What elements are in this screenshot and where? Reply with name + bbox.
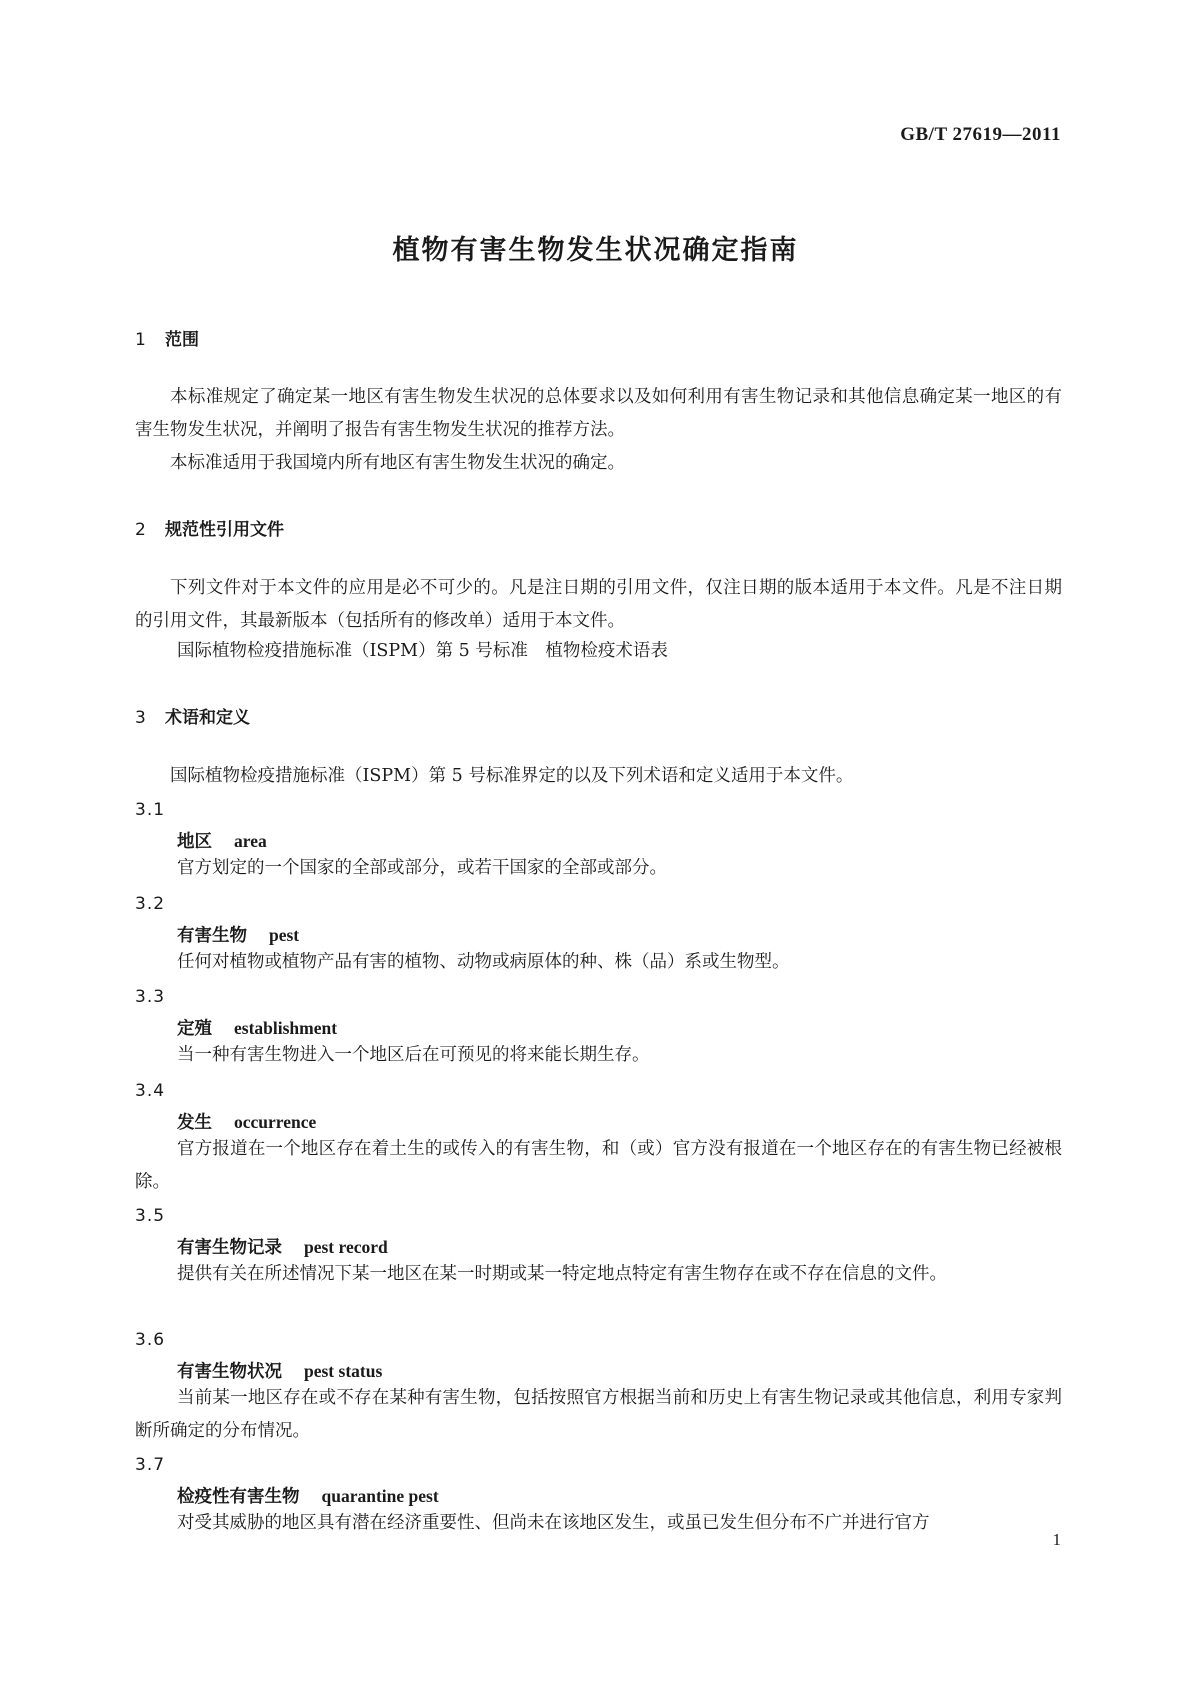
section-title: 范围 [165, 330, 199, 350]
document-title: 植物有害生物发生状况确定指南 [392, 235, 799, 266]
term-zh: 有害生物记录 [177, 1238, 282, 1258]
term-en: quarantine pest [321, 1486, 439, 1506]
section-title: 规范性引用文件 [165, 520, 284, 540]
term-en: establishment [234, 1018, 338, 1038]
term-number: 3.7 [135, 1455, 166, 1475]
term-heading [177, 1234, 388, 1259]
term-definition: 当前某一地区存在或不存在某种有害生物，包括按照官方根据当前和历史上有害生物记录或其他信息，利用专家判断所确定的分布情况。 [135, 1388, 1062, 1441]
section-1-paragraph-2: 本标准适用于我国境内所有地区有害生物发生状况的确定。 [170, 453, 625, 473]
term-en: pest status [304, 1361, 383, 1381]
term-zh: 检疫性有害生物 [177, 1487, 300, 1507]
term-en: area [234, 831, 267, 851]
term-heading [177, 1358, 382, 1383]
term-zh: 地区 [177, 832, 212, 852]
term-heading [177, 1483, 439, 1508]
section-3-paragraph-1: 国际植物检疫措施标准（ISPM）第 5 号标准界定的以及下列术语和定义适用于本文件。 [170, 766, 854, 786]
term-heading [177, 1109, 316, 1134]
term-definition: 对受其威胁的地区具有潜在经济重要性、但尚未在该地区发生，或虽已发生但分布不广并进行官方 [177, 1513, 930, 1533]
term-definition: 官方划定的一个国家的全部或部分，或若干国家的全部或部分。 [177, 858, 667, 878]
section-title: 术语和定义 [165, 708, 250, 728]
section-2-paragraph-1: 下列文件对于本文件的应用是必不可少的。凡是注日期的引用文件，仅注日期的版本适用于本文件。凡是不注日期的引用文件，其最新版本（包括所有的修改单）适用于本文件。 [135, 578, 1062, 631]
term-definition: 当一种有害生物进入一个地区后在可预见的将来能长期生存。 [177, 1045, 650, 1065]
term-number: 3.1 [135, 800, 166, 820]
section-1-paragraph-1: 本标准规定了确定某一地区有害生物发生状况的总体要求以及如何利用有害生物记录和其他信息确定某一地区的有害生物发生状况，并阐明了报告有害生物发生状况的推荐方法。 [135, 387, 1062, 440]
term-zh: 有害生物状况 [177, 1362, 282, 1382]
section-1-heading [135, 325, 199, 350]
section-number: 1 [135, 330, 146, 350]
section-number: 2 [135, 520, 146, 540]
term-number: 3.5 [135, 1206, 166, 1226]
term-number: 3.2 [135, 894, 166, 914]
term-heading [177, 828, 267, 853]
term-en: pest record [304, 1237, 388, 1257]
term-en: occurrence [234, 1112, 317, 1132]
term-definition: 官方报道在一个地区存在着土生的或传入的有害生物，和（或）官方没有报道在一个地区存在的有害生物已经被根除。 [135, 1139, 1062, 1192]
normative-reference: 国际植物检疫措施标准（ISPM）第 5 号标准 植物检疫术语表 [177, 641, 668, 661]
term-zh: 有害生物 [177, 926, 247, 946]
term-zh: 发生 [177, 1113, 212, 1133]
term-number: 3.3 [135, 987, 166, 1007]
section-2-heading [135, 515, 284, 540]
section-3-heading [135, 703, 250, 728]
term-definition: 任何对植物或植物产品有害的植物、动物或病原体的种、株（品）系或生物型。 [177, 952, 790, 972]
page-number: 1 [1052, 1530, 1061, 1549]
term-number: 3.6 [135, 1330, 166, 1350]
term-definition: 提供有关在所述情况下某一地区在某一时期或某一特定地点特定有害生物存在或不存在信息的文件。 [177, 1264, 947, 1284]
term-number: 3.4 [135, 1081, 166, 1101]
term-heading [177, 922, 299, 947]
term-zh: 定殖 [177, 1019, 212, 1039]
section-number: 3 [135, 708, 146, 728]
term-en: pest [269, 925, 300, 945]
standard-code: GB/T 27619—2011 [900, 124, 1061, 145]
term-heading [177, 1015, 337, 1040]
